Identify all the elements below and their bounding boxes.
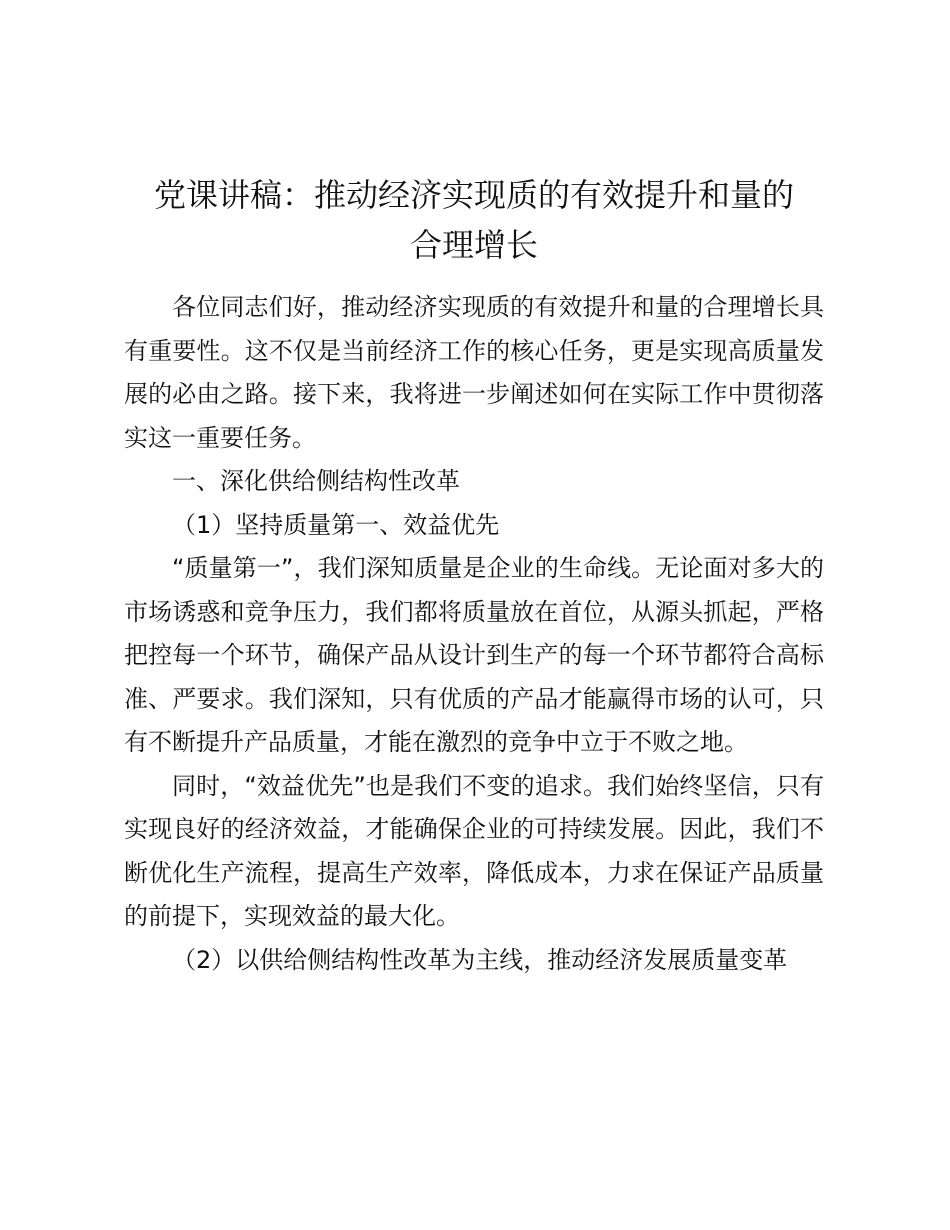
document-title [124, 170, 824, 270]
document-body [124, 286, 824, 982]
section-heading-1: 一、深化供给侧结构性改革 [172, 467, 460, 495]
quality-paragraph: “质量第一”，我们深知质量是企业的生命线。无论面对多大的市场诱惑和竞争压力，我们都将质量放在首位，从源头抓起，严格把控每一个环节，确保产品从设计到生产的每一个环节都符合高标准、严要求。我们深知，只有优质的产品才能赢得市场的认可，只有不断提升产品质量，才能在激烈的竞争中立于不败之地。 [124, 554, 824, 756]
subsection-heading-1: （1）坚持质量第一、效益优先 [172, 510, 500, 539]
subsection-heading-2: （2）以供给侧结构性改革为主线，推动经济发展质量变革 [172, 945, 788, 974]
benefit-paragraph: 同时，“效益优先”也是我们不变的追求。我们始终坚信，只有实现良好的经济效益，才能确保企业的可持续发展。因此，我们不断优化生产流程，提高生产效率，降低成本，力求在保证产品质量的前提下，实现效益的最大化。 [124, 771, 824, 930]
document-content [124, 170, 824, 982]
intro-paragraph: 各位同志们好，推动经济实现质的有效提升和量的合理增长具有重要性。这不仅是当前经济工作的核心任务，更是实现高质量发展的必由之路。接下来，我将进一步阐述如何在实际工作中贯彻落实这一重要任务。 [124, 293, 824, 452]
title-line-2: 合理增长 [409, 226, 538, 264]
title-line-1: 党课讲稿：推动经济实现质的有效提升和量的 [153, 176, 794, 214]
